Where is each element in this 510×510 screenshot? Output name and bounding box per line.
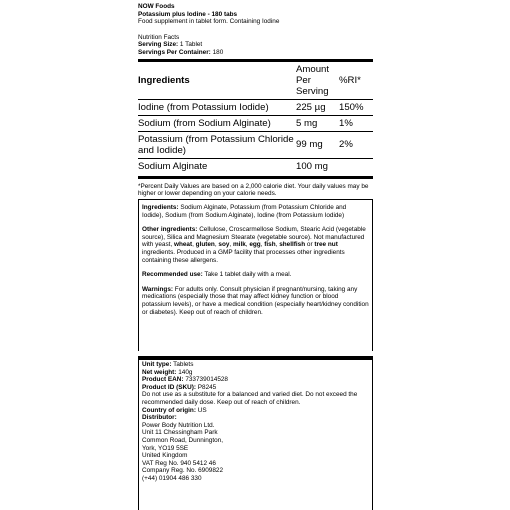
product-info-box (138, 356, 373, 510)
net-weight: Net weight: 140g (142, 368, 193, 376)
ri-header: %RI* (339, 74, 361, 86)
warnings: Warnings: For adults only. Consult physician if pregnant/nursing, taking any medications (especially those that may affect kidney function or blood potassium levels), or have a medical condition (especially heart/kidney condition or diabetes). Keep out of reach of children. (142, 285, 369, 316)
ingredients-header: Ingredients (138, 74, 190, 86)
nutrient-amount: 5 mg (296, 115, 339, 131)
nutrition-row (138, 158, 373, 174)
nutrition-row (138, 115, 373, 131)
serving-size: Serving Size: 1 Tablet (138, 41, 203, 49)
distributor-line: Company Reg. No. 6909822 (142, 467, 224, 475)
nutrient-ri (339, 158, 373, 174)
nutrient-amount: 225 µg (296, 99, 339, 115)
nutrient-name: Iodine (from Potassium Iodide) (138, 99, 296, 115)
supplement-facts-panel (138, 3, 373, 198)
brand-name: NOW Foods (138, 3, 175, 10)
distributor-line: Common Road, Dunnington, (142, 436, 223, 444)
nutrient-amount: 100 mg (296, 158, 339, 174)
nutrition-table (138, 62, 373, 174)
amount-header: Amount Per Serving (296, 63, 330, 97)
ingredients-paragraph: Ingredients: Sodium Alginate, Potassium (from Potassium Chloride and Iodide), Sodium (from Sodium Alginate), Iodine (from Potassium Iodide) (142, 204, 347, 219)
nutrition-row (138, 99, 373, 115)
unit-type: Unit type: Tablets (142, 361, 194, 368)
nutrition-table-header (138, 62, 373, 100)
distributor-line: Unit 11 Chessingham Park (142, 429, 218, 437)
daily-value-footnote: *Percent Daily Values are based on a 2,000 calorie diet. Your daily values may be higher or lower depending on your calorie needs. (138, 182, 369, 198)
distributor-line: VAT Reg No. 940 5412 46 (142, 459, 216, 467)
distributor-line: York, YO19 5SE (142, 444, 189, 452)
product-sku: Product ID (SKU): P8245 (142, 383, 217, 391)
distributor-line: United Kingdom (142, 452, 188, 460)
usage-notice: Do not use as a substitute for a balanced and varied diet. Do not exceed the recommended daily dose. Keep out of reach of children. (142, 391, 358, 406)
distributor-label: Distributor: (142, 414, 177, 422)
product-description: Food supplement in tablet form. Containing Iodine (138, 18, 280, 26)
nutrient-ri: 2% (339, 131, 373, 158)
nutrition-facts-title: Nutrition Facts (138, 33, 180, 41)
divider (138, 176, 373, 179)
other-ingredients-paragraph: Other ingredients: Cellulose, Croscarmellose Sodium, Stearic Acid (vegetable source), Silica and Magnesium Stearate (vegetable source). Not manufactured with yeast, wheat, gluten, soy, milk, egg, fish, shellfish or tree nut ingredients. Produced in a GMP facility that processes other ingredients containing these allergens. (142, 226, 366, 264)
nutrient-name: Potassium (from Potassium Chloride and Iodide) (138, 131, 296, 158)
country-of-origin: Country of origin: US (142, 406, 207, 414)
servings-per-container: Servings Per Container: 180 (138, 48, 224, 56)
nutrient-name: Sodium Alginate (138, 158, 296, 174)
distributor-line: Power Body Nutrition Ltd. (142, 421, 215, 429)
ingredients-box (138, 199, 373, 351)
product-ean: Product EAN: 733739014528 (142, 376, 228, 384)
nutrient-name: Sodium (from Sodium Alginate) (138, 115, 296, 131)
product-name: Potassium plus Iodine - 180 tabs (138, 10, 238, 18)
nutrient-ri: 1% (339, 115, 373, 131)
nutrition-row (138, 131, 373, 158)
divider (139, 357, 372, 360)
nutrient-amount: 99 mg (296, 131, 339, 158)
nutrient-ri: 150% (339, 99, 373, 115)
distributor-line: (+44) 01904 486 330 (142, 474, 202, 482)
recommended-use: Recommended use: Take 1 tablet daily with a meal. (142, 271, 292, 279)
